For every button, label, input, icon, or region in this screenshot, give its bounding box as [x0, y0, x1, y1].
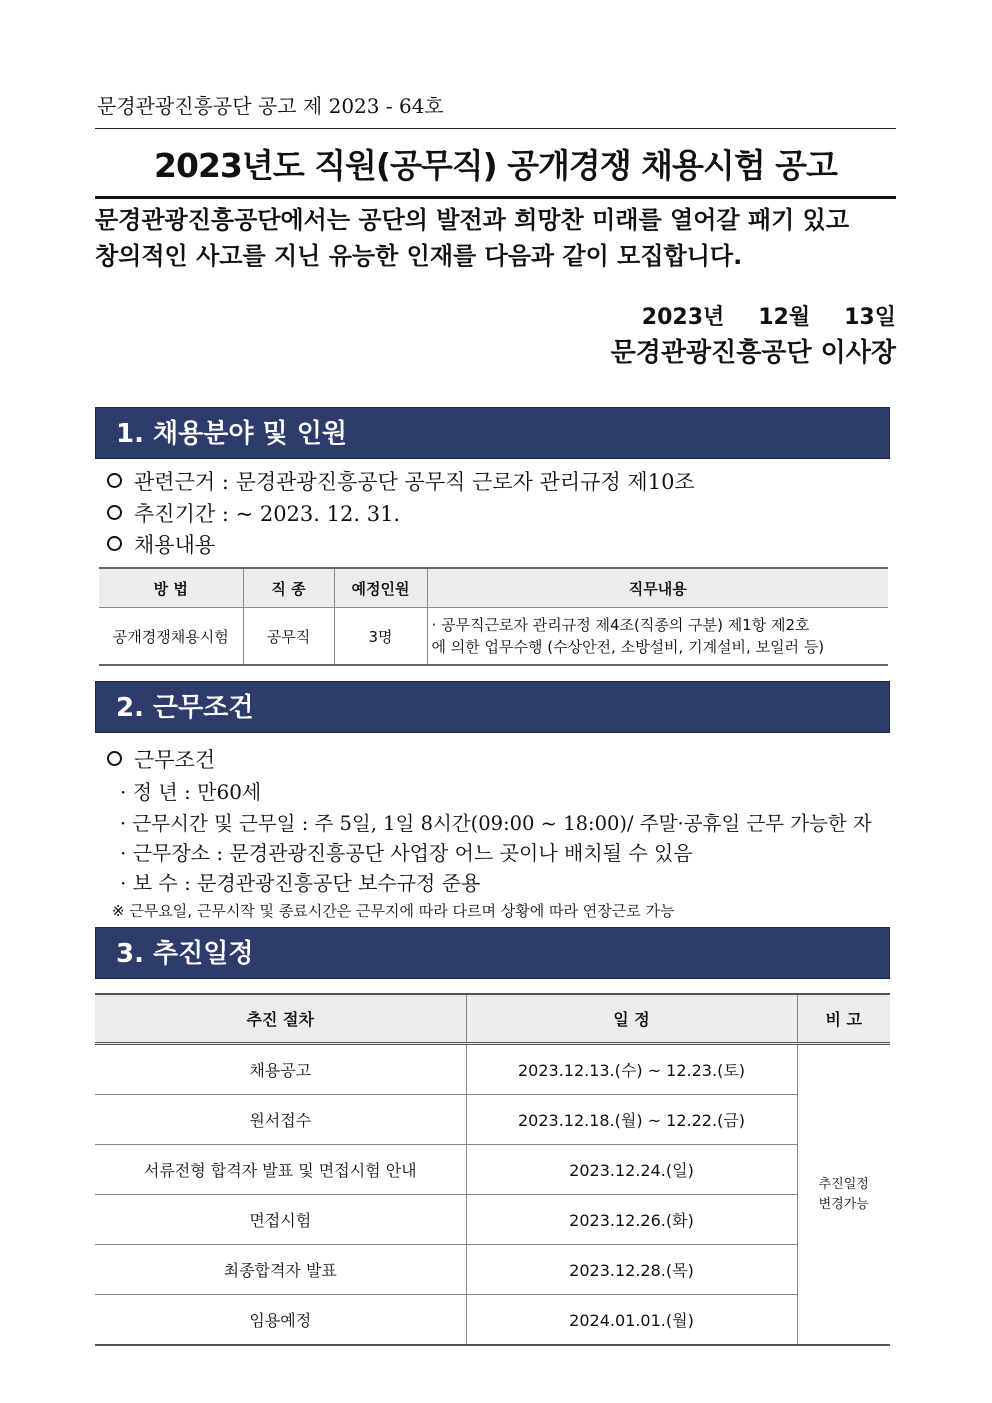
header-count: 예정인원 — [334, 568, 427, 608]
bullet-text: 근무조건 — [134, 748, 216, 772]
section-1-bullet-content — [107, 529, 215, 561]
cell-step: 면접시험 — [95, 1195, 466, 1245]
work-note: ※ 근무요일, 근무시작 및 종료시간은 근무지에 따라 다르며 상황에 따라 연장근로 가능 — [112, 902, 675, 920]
cell-step: 원서접수 — [95, 1095, 466, 1145]
cell-step: 최종합격자 발표 — [95, 1245, 466, 1295]
table-row — [95, 1044, 890, 1095]
condition-pay: · 보 수 : 문경관광진흥공단 보수규정 준용 — [120, 871, 481, 895]
cell-date: 2023.12.26.(화) — [466, 1195, 797, 1245]
circle-bullet-icon — [107, 505, 122, 520]
title-rule — [95, 196, 896, 199]
circle-bullet-icon — [107, 536, 122, 551]
section-2-bullet — [107, 744, 215, 776]
cell-step: 서류전형 합격자 발표 및 면접시험 안내 — [95, 1145, 466, 1195]
cell-date: 2023.12.13.(수) ~ 12.23.(토) — [466, 1044, 797, 1095]
cell-date: 2023.12.18.(월) ~ 12.22.(금) — [466, 1095, 797, 1145]
circle-bullet-icon — [107, 473, 122, 488]
circle-bullet-icon — [107, 751, 122, 766]
intro-line-2: 창의적인 사고를 지닌 유능한 인재를 다음과 같이 모집합니다. — [95, 242, 743, 270]
cell-duty — [427, 608, 888, 666]
cell-date: 2024.01.01.(월) — [466, 1295, 797, 1346]
notice-date — [95, 300, 896, 331]
bullet-text: 채용내용 — [134, 533, 216, 557]
header-duty: 직무내용 — [427, 568, 888, 608]
condition-hours: · 근무시간 및 근무일 : 주 5일, 1일 8시간(09:00 ~ 18:00)/ 주말·공휴일 근무 가능한 자 — [120, 812, 872, 835]
intro-text — [95, 202, 915, 274]
remark-line-1: 추진일정 — [818, 1176, 869, 1192]
duty-line-1: · 공무직근로자 관리규정 제4조(직종의 구분) 제1항 제2호 — [431, 616, 810, 634]
header-remark: 비 고 — [797, 994, 890, 1044]
bullet-text: 관련근거 : 문경관광진흥공단 공무직 근로자 관리규정 제10조 — [134, 470, 695, 494]
cell-job: 공무직 — [243, 608, 334, 666]
table-row — [95, 1095, 890, 1145]
cell-count: 3명 — [334, 608, 427, 666]
condition-retirement: · 정 년 : 만60세 — [120, 780, 262, 804]
section-1-bullet-legal-basis — [107, 466, 695, 498]
issuer: 문경관광진흥공단 이사장 — [610, 338, 896, 368]
schedule-table — [95, 993, 890, 1346]
remark-line-2: 변경가능 — [818, 1196, 869, 1212]
header-step: 추진 절차 — [95, 994, 466, 1044]
table-row — [95, 1145, 890, 1195]
page-title: 2023년도 직원(공무직) 공개경쟁 채용시험 공고 — [154, 146, 837, 185]
cell-date: 2023.12.24.(일) — [466, 1145, 797, 1195]
table-row — [95, 1295, 890, 1346]
intro-line-1: 문경관광진흥공단에서는 공단의 발전과 희망찬 미래를 열어갈 패기 있고 — [95, 206, 850, 234]
cell-date: 2023.12.28.(목) — [466, 1245, 797, 1295]
date-day: 13일 — [844, 305, 896, 330]
table-header-row — [99, 568, 888, 608]
header-rule — [95, 128, 896, 129]
cell-remark — [797, 1044, 890, 1346]
duty-line-2: 에 의한 업무수행 (수상안전, 소방설비, 기계설비, 보일러 등) — [431, 638, 825, 656]
section-3-heading: 3. 추진일정 — [95, 927, 890, 979]
schedule-header-row — [95, 994, 890, 1044]
date-year: 2023년 — [641, 305, 725, 330]
header-date: 일 정 — [466, 994, 797, 1044]
header-job: 직 종 — [243, 568, 334, 608]
notice-number: 문경관광진흥공단 공고 제 2023 - 64호 — [97, 94, 444, 118]
section-2-heading: 2. 근무조건 — [95, 681, 890, 733]
condition-location: · 근무장소 : 문경관광진흥공단 사업장 어느 곳이나 배치될 수 있음 — [120, 841, 693, 865]
date-month: 12월 — [758, 305, 811, 330]
section-1-bullet-period — [107, 498, 400, 530]
cell-step: 임용예정 — [95, 1295, 466, 1346]
bullet-text: 추진기간 : ~ 2023. 12. 31. — [134, 502, 401, 526]
cell-method: 공개경쟁채용시험 — [99, 608, 243, 666]
cell-step: 채용공고 — [95, 1044, 466, 1095]
table-row — [95, 1195, 890, 1245]
table-row — [99, 608, 888, 666]
header-method: 방 법 — [99, 568, 243, 608]
section-1-heading: 1. 채용분야 및 인원 — [95, 407, 890, 459]
table-row — [95, 1245, 890, 1295]
recruitment-table — [99, 567, 888, 666]
